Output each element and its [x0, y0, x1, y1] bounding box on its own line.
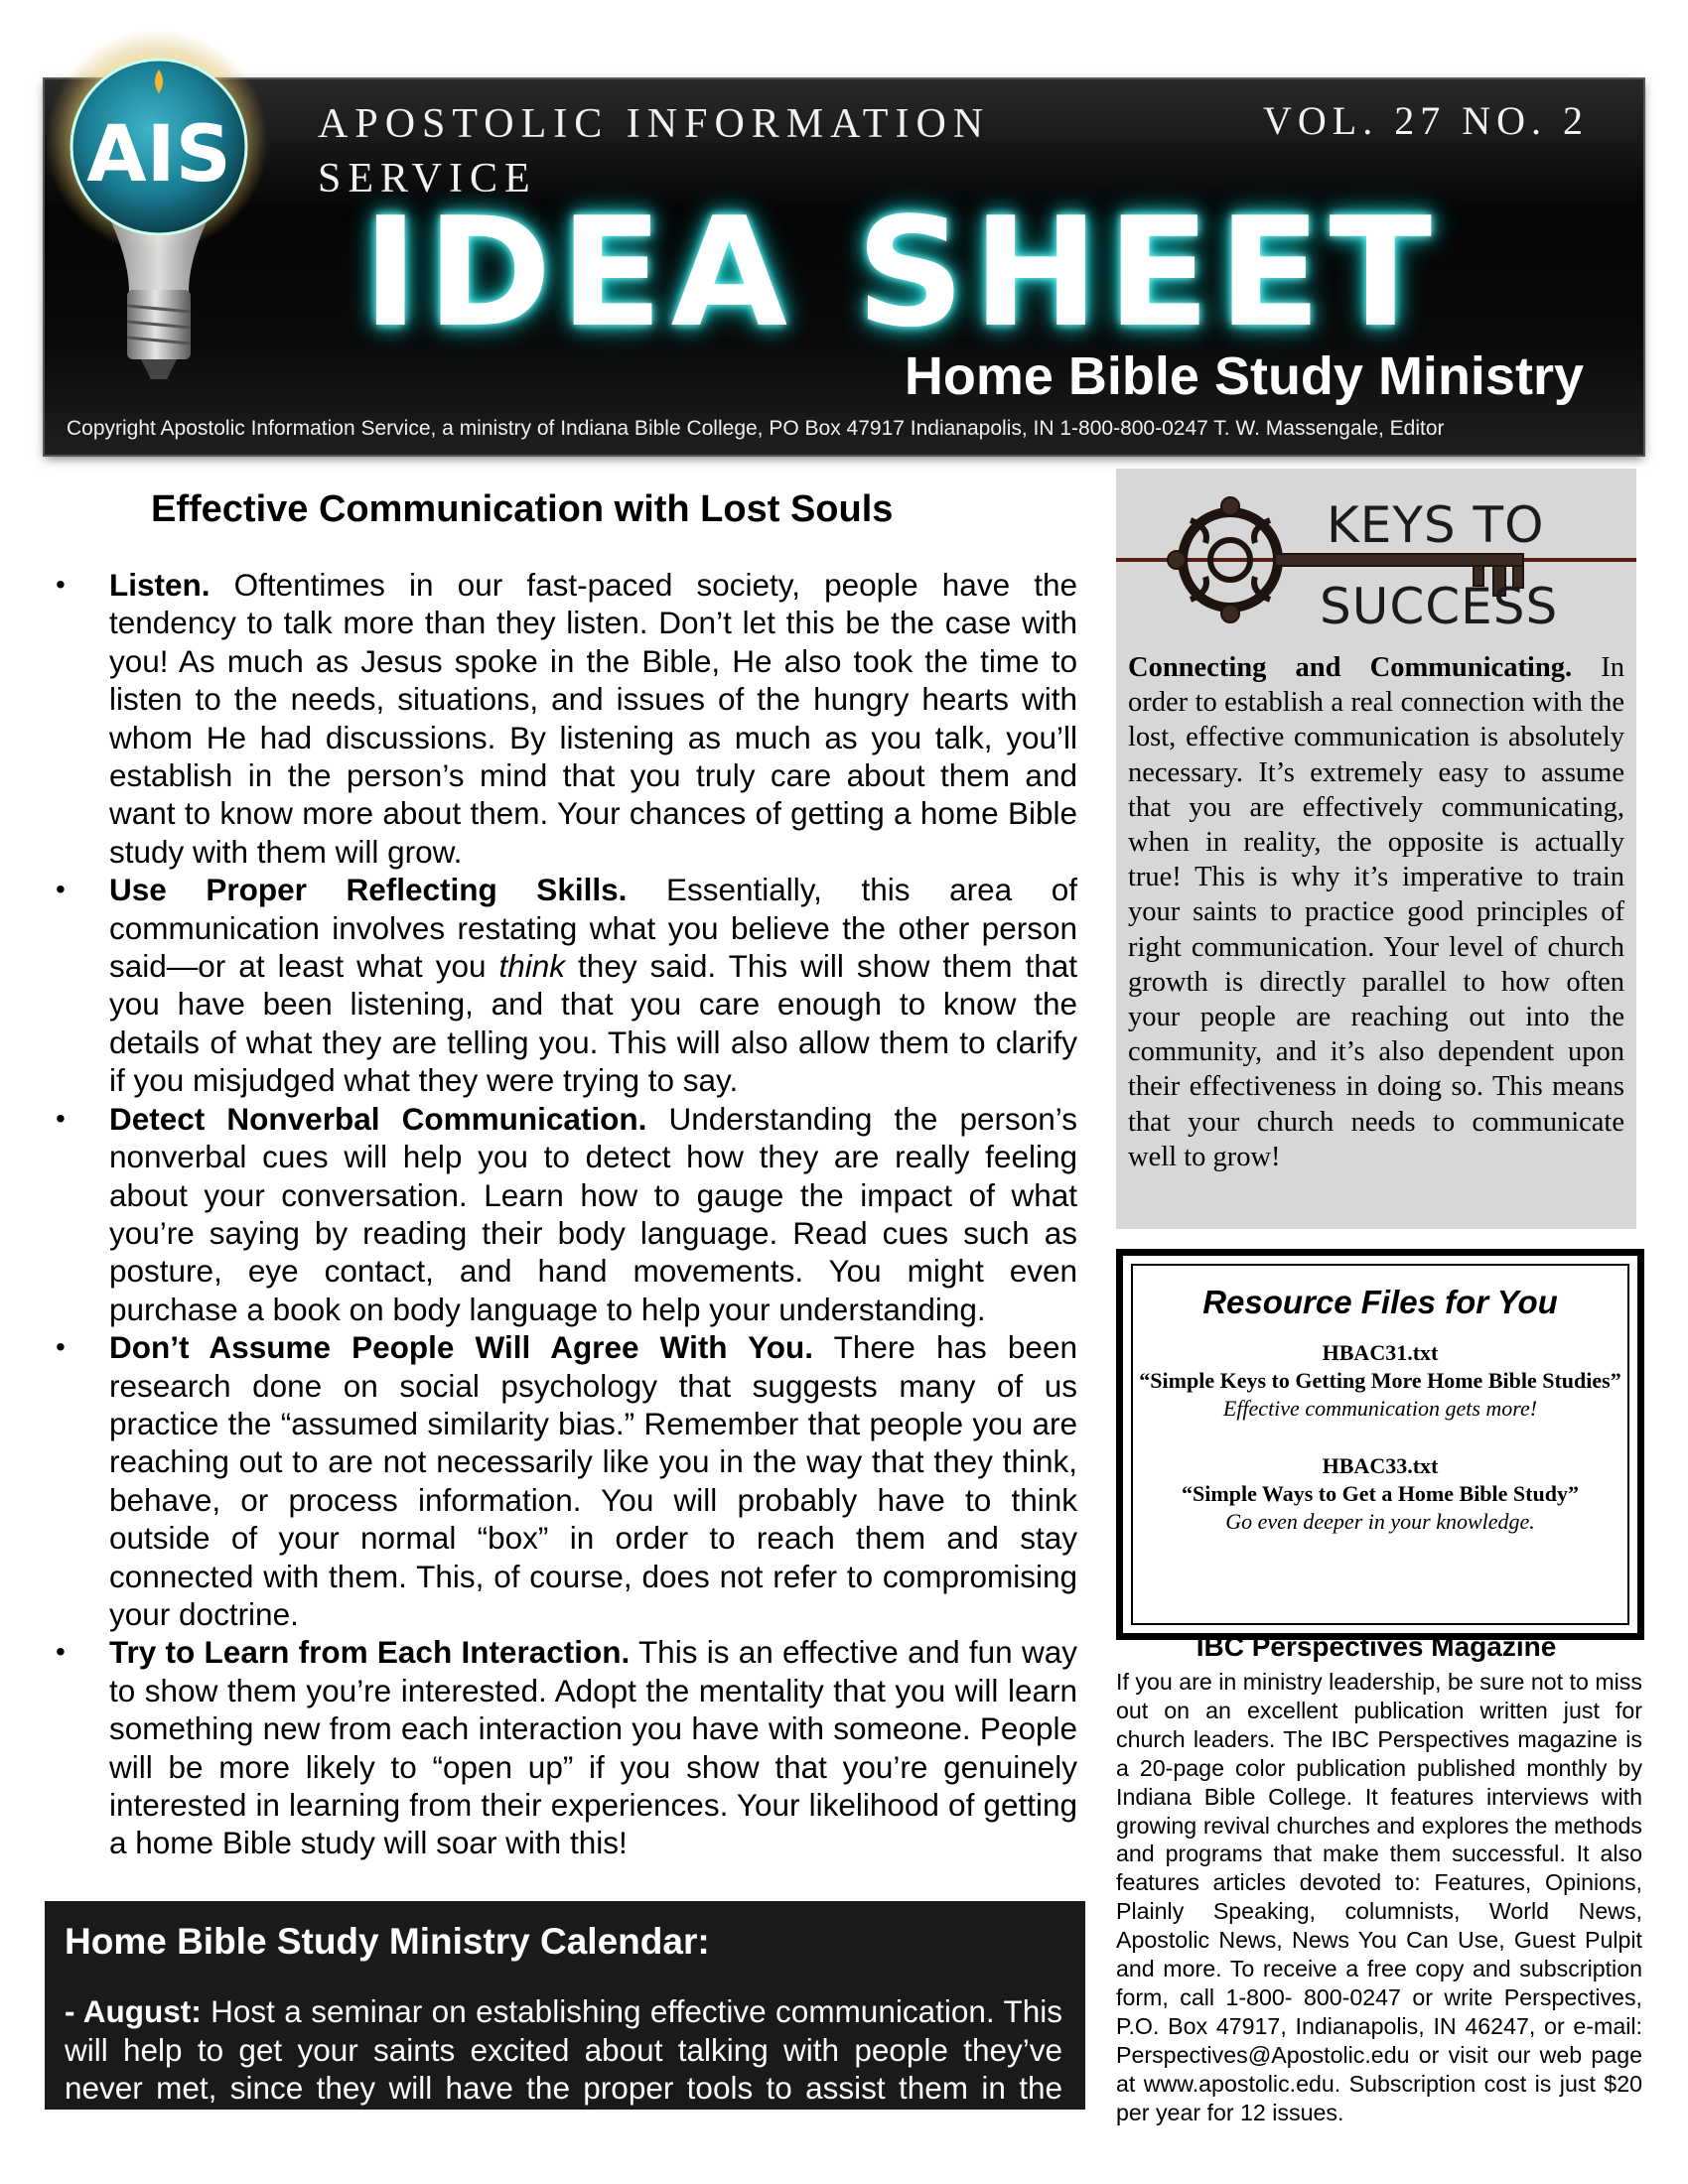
tip-lead: Don’t Assume People Will Agree With You.: [109, 1329, 814, 1366]
keys-lead: Connecting and Communicating.: [1128, 652, 1573, 683]
tip-emphasis: think: [498, 948, 566, 985]
keys-title-line2: SUCCESS: [1320, 578, 1559, 635]
resource-name: “Simple Keys to Getting More Home Bible Studies”: [1139, 1368, 1621, 1393]
list-item: [50, 1633, 1077, 1861]
resource-item: [1133, 1452, 1627, 1536]
article-heading: Effective Communication with Lost Souls: [151, 488, 894, 530]
bullet-icon: •: [56, 1636, 66, 1668]
resource-name: “Simple Ways to Get a Home Bible Study”: [1182, 1481, 1579, 1506]
volume-number: VOL. 27 NO. 2: [1263, 98, 1589, 143]
resource-item: [1133, 1339, 1627, 1423]
calendar-text: Host a seminar on establishing effective communication. This will help to get your saints excited about talking with people they’ve never met, since they will have the proper tools to assist them in the process.: [65, 1993, 1063, 2144]
tip-text: This is an effective and fun way to show them you’re interested. Adopt the mentality that you will learn something new from each interaction you have with someone. People will be more likely to “open up” if you show that you’re genuinely interested in learning from their experiences. Your likelihood of getting a home Bible study will soar with this!: [109, 1634, 1077, 1861]
lightbulb-logo-icon: [30, 30, 308, 427]
tip-text: Understanding the person’s nonverbal cues will help you to detect how they are really feeling about your conversation. Learn how to gauge the impact of what you’re saying by reading their body language. Read cues such as posture, eye contact, and hand movements. You might even purchase a book on body language to help your understanding.: [109, 1100, 1077, 1327]
tip-lead: Detect Nonverbal Communication.: [109, 1100, 647, 1137]
tip-lead: Listen.: [109, 567, 211, 603]
magazine-title: IBC Perspectives Magazine: [1196, 1631, 1557, 1662]
tip-text: they said. This will show them that you have been listening, and that you care enough to know the details of what they are telling you. This will also allow them to clarify if you misjudged what they were trying to say.: [109, 948, 1077, 1099]
bullet-icon: •: [56, 1102, 66, 1134]
bullet-icon: •: [56, 874, 66, 905]
resource-description: Effective communication gets more!: [1222, 1396, 1538, 1421]
list-item: [50, 871, 1077, 1099]
organization-name: APOSTOLIC INFORMATION SERVICE: [318, 101, 991, 202]
bullet-icon: •: [56, 1331, 66, 1363]
copyright-line: Copyright Apostolic Information Service, a ministry of Indiana Bible College, PO Box 47917 Indianapolis, IN 1-800-800-0247 T. W. Massengale, Editor: [67, 417, 1445, 440]
list-item: [50, 566, 1077, 871]
ministry-calendar: [45, 1901, 1085, 2144]
keys-to-success-box: [1116, 469, 1636, 1229]
magazine-text: If you are in ministry leadership, be sure not to miss out on an excellent publication written just for church leaders. The IBC Perspectives magazine is a 20-page color publication published monthly by Indiana Bible College. It features interviews with growing revival churches and explores the methods and programs that make them successful. It also features articles devoted to: Features, Opinions, Plainly Speaking, columnists, World News, Apostolic News, News You Can Use, Guest Pulpit and more. To receive a free copy and subscription form, call 1-800- 800-0247 or write Perspectives, P.O. Box 47917, Indianapolis, IN 46247, or e-mail: Perspectives@Apostolic.edu or visit our web page at www.apostolic.edu. Subscription cost is just $20 per year for 12 issues.: [1116, 1669, 1642, 2125]
tip-text: Oftentimes in our fast-paced society, people have the tendency to talk more than they listen. Don’t let this be the case with you! As much as Jesus spoke in the Bible, He also took the time to listen to the needs, situations, and issues of the hungry hearts with whom He had discussions. By listening as much as you talk, you’ll establish in the person’s mind that you truly care about them and want to know more about them. Your chances of getting a home Bible study with them will grow.: [109, 567, 1077, 870]
calendar-month: - August:: [65, 1993, 202, 2029]
list-item: [50, 1100, 1077, 1328]
tip-text: There has been research done on social psychology that suggests many of us practice the “assumed similarity bias.” Remember that people you are reaching out to are not necessarily like you in the way that they think, behave, or process information. You will probably have to think outside of your normal “box” in order to reach them and stay connected with them. This, of course, does not refer to compromising your doctrine.: [109, 1329, 1077, 1632]
tip-lead: Use Proper Reflecting Skills.: [109, 872, 628, 908]
list-item: [50, 1328, 1077, 1633]
resource-filename: HBAC33.txt: [1322, 1453, 1439, 1478]
keys-text: In order to establish a real connection with the lost, effective communication is absolutely necessary. It’s extremely easy to assume that you are effectively communicating, when in reality, the opposite is actually true! This is why it’s imperative to train your saints to practice good principles of right communication. Your level of church growth is directly parallel to how often your people are reaching out into the community, and it’s also dependent upon their effectiveness in doing so. This means that your church needs to communicate well to grow!: [1128, 652, 1624, 1172]
resource-description: Go even deeper in your knowledge.: [1225, 1509, 1535, 1534]
masthead-title: IDEA SHEET: [362, 185, 1441, 360]
keys-body: [1128, 650, 1624, 1174]
calendar-title: Home Bible Study Ministry Calendar:: [65, 1921, 710, 1962]
tip-text: Essentially, this area of communication involves restating what you believe the other person said—or at least what you: [109, 872, 1077, 985]
tip-lead: Try to Learn from Each Interaction.: [109, 1634, 631, 1671]
keys-title-line1: KEYS TO: [1327, 496, 1545, 554]
bullet-icon: •: [56, 569, 66, 600]
resource-title: Resource Files for You: [1202, 1284, 1558, 1320]
masthead-subtitle: Home Bible Study Ministry: [904, 346, 1584, 406]
resource-filename: HBAC31.txt: [1322, 1340, 1439, 1365]
tips-list: [50, 566, 1077, 1862]
svg-text:AIS: AIS: [86, 110, 231, 200]
resource-files-box: [1116, 1249, 1644, 1640]
calendar-entry: [65, 1992, 1062, 2145]
resource-files-inner: [1131, 1264, 1629, 1625]
